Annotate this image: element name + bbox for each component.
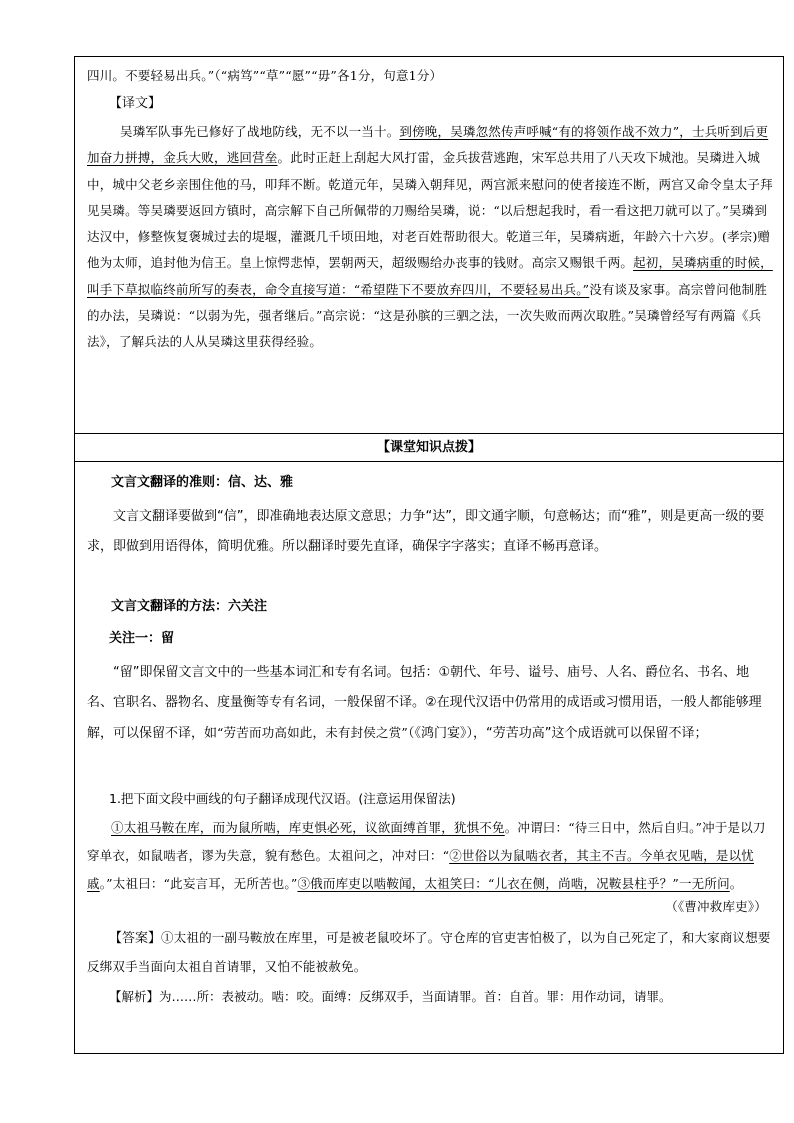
analysis-text: 为……所：表被动。啮：咬。面缚：反绑双手，当面请罪。首：自首。罪：用作动词，请罪。: [159, 989, 672, 1004]
passage-underline-2: ②世俗以为鼠啮衣者，其主不吉。今单衣见啮，是以忧戚: [87, 848, 755, 891]
passage-underline-1: ①太祖马鞍在库，而为鼠所啮，库吏惧必死，议欲面缚首罪，犹惧不免: [111, 820, 505, 835]
knowledge-section: [75, 462, 783, 1053]
answer-text: ①太祖的一副马鞍放在库里，可是被老鼠咬坏了。守仓库的官吏害怕极了，以为自己死定了，和大家商议想要反绑双手当面向太祖自首请罪，又怕不能被赦免。: [87, 930, 771, 974]
yiwen-text-1: 吴璘军队事先已修好了战地防线，无不以一当十。: [120, 124, 400, 139]
analysis-label: 【解析】: [109, 989, 160, 1004]
passage-underline-3: ③俄而库吏以啮鞍闻，太祖笑曰：“儿衣在侧，尚啮，况鞍县柱乎？”一无所问: [297, 876, 730, 891]
yiwen-paragraph: [87, 119, 773, 356]
principles-paragraph: 文言文翻译要做到“信”，即准确地表达原文意思；力争“达”，即文通字顺，句意畅达；而“雅”，则是更高一级的要求，即做到用语得体，简明优雅。所以翻译时要先直译，确保字字落实；直译不畅再意译。: [87, 509, 765, 554]
passage-text-2: 。”太祖曰：“此妄言耳，无所苦也。”: [99, 876, 298, 891]
passage: [87, 814, 773, 898]
passage-text-3: 。: [729, 876, 743, 891]
yiwen-text-2: 。此时正赶上刮起大风打雷，金兵拔营逃跑，宋军总共用了八天攻下城池。吴璘进入城中，城中父老乡亲围住他的马，叩拜不断。乾道元年，吴璘入朝拜见，两宫派来慰问的使者接连不断，两宫又命令皇太子拜见吴璘。等吴璘要返回方镇时，高宗解下自己所佩带的刀赐给吴璘，说：“以后想起我时，看一看这把刀就可以了。”吴璘到达汉中，修整恢复褒城过去的堤堰，灌溉几千顷田地，对老百姓帮助很大。乾道三年，吴璘病逝，年龄六十六岁。(孝宗)赠他为太师，追封他为信王。皇上惊愕悲悼，罢朝两天，超级赐给办丧事的钱财。高宗又赐银千两。: [87, 150, 773, 271]
focus-one-text-2: （《鸿门宴》），“劳苦功高”这个成语就可以保留不译；: [408, 726, 708, 741]
answer-label: 【答案】: [109, 931, 162, 946]
focus-one-quote: “劳苦而功高如此，未有封侯之赏”: [217, 725, 408, 740]
yiwen-underline-2: 起初，吴璘病重的时候，叫手下草拟临终前所写的奏表，命令直接写道：“希望陛下不要放弃四川，不要轻易出兵。”: [87, 255, 773, 297]
passage-text-1: 。冲谓曰：“待三日中，然后自归。”冲于是以刀穿单衣，如鼠啮者，谬为失意，貌有愁色。太祖问之，冲对曰：“: [87, 820, 766, 863]
heading-focus-one: 关注一：留: [109, 631, 175, 646]
analysis-paragraph: [87, 984, 777, 1009]
yiwen-label: 【译文】: [109, 96, 162, 111]
focus-one-text: “留”即保留文言文中的一些基本词汇和专有名词。包括：①朝代、年号、谥号、庙号、人名、爵位名、书名、地名、官职名、器物名、度量衡等专有名词，一般保留不译。②在现代汉语中仍常用的成语或习惯用语，一般人都能够理解，可以保留不译，如: [87, 665, 762, 741]
document-table: [74, 56, 784, 1054]
question-1: 1.把下面文段中画线的句子翻译成现代汉语。(注意运用保留法): [109, 791, 456, 806]
source-citation: （《曹冲救库吏》）: [665, 899, 767, 914]
answer-paragraph: [87, 924, 773, 982]
heading-principles: 文言文翻译的准则：信、达、雅: [111, 475, 294, 490]
heading-methods: 文言文翻译的方法：六关注: [111, 599, 268, 614]
yiwen-text-3: 没有谈及家事。高宗曾问他制胜的办法，吴璘说：“以弱为先，强者继后。”高宗说：“这是孙膑的三驷之法，一次失败而两次取胜。”吴璘曾经写有两篇《兵法》，了解兵法的人从吴璘这里获得经验。: [87, 281, 768, 350]
section-title: 【课堂知识点拨】: [75, 434, 783, 462]
translation-section: [75, 57, 783, 434]
focus-one-paragraph: [87, 658, 773, 749]
yiwen-underline-1: 到傍晚，吴璘忽然传声呼喊“有的将领作战不效力”，士兵听到后更加奋力拼搏，金兵大败，逃回营垒: [87, 124, 769, 166]
answer-line-end: 四川。不要轻易出兵。”（“病笃”“草”“愿”“毋”各1分，句意1分）: [87, 68, 443, 83]
